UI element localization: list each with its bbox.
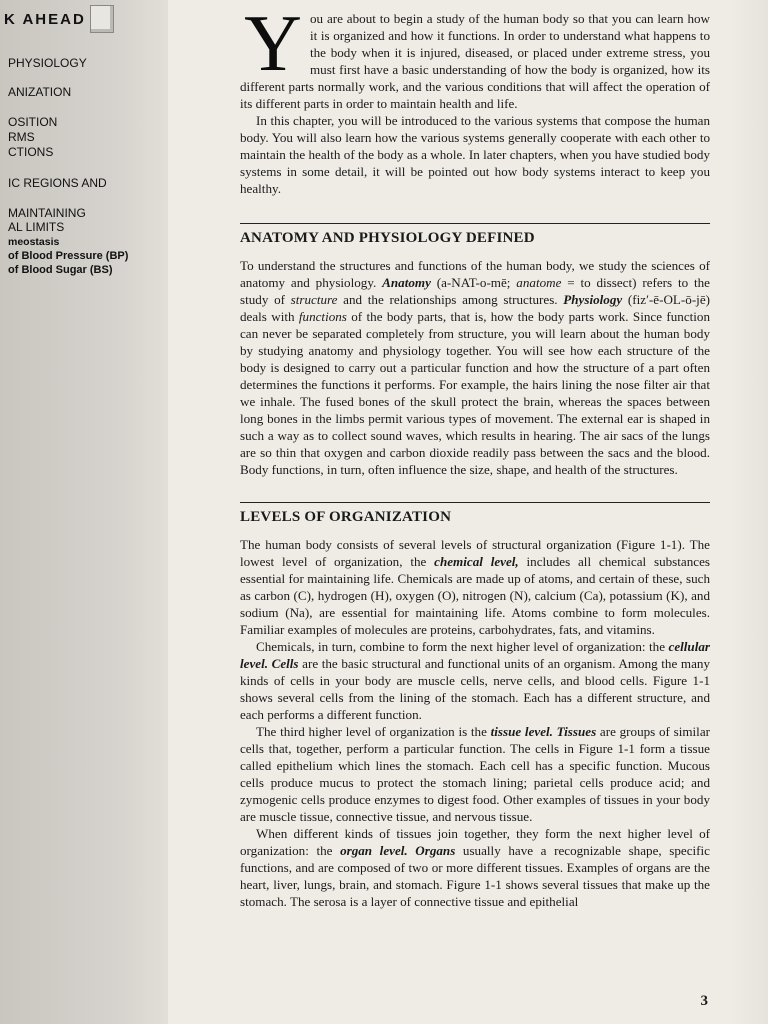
- look-ahead-item: MAINTAINING: [8, 206, 86, 220]
- section-divider: [240, 223, 710, 224]
- section-paragraph: When different kinds of tissues join together, they form the next higher level of organization: the organ level. Organs usually have a recognizable shape, specific functions, and are composed of two or more different tissues. Examples of organs are the heart, liver, lungs, brain, and stomach. Figure 1-1 shows several tissues that make up the stomach. The serosa is a layer of connective tissue and epithelial: [240, 826, 710, 909]
- section-paragraph: To understand the structures and functions of the human body, we study the sciences of anatomy and physiology. Anatomy (a-NAT-o-mē; anatome = to dissect) refers to the study of structure and the relationships among structures. Physiology (fiz′-ē-OL-ō-jē) deals with functions of the body parts, that is, how the body parts work. Since function can never be separated completely from structure, you will learn about the human body by studying anatomy and physiology together. You will see how each structure of the body is designed to carry out a particular function and how the structure of a part often determines the functions it performs. For example, the hairs lining the nose filter air that we inhale. The fused bones of the skull protect the brain, whereas the spaces between long bones in the limbs permit various types of movement. The external ear is shaped in such a way as to collect sound waves, which results in hearing. The air sacs of the lungs are so thin that oxygen and carbon dioxide readily pass between the sacs and the blood. Body functions, in turn, often influence the size, shape, and health of the structures.: [240, 258, 711, 477]
- page-body: [240, 0, 711, 910]
- look-ahead-item: PHYSIOLOGY: [8, 56, 87, 70]
- page-edge-shadow: [728, 0, 768, 1024]
- intro-paragraph: ou are about to begin a study of the human body so that you can learn how it is organized and how it functions. In order to understand what happens to the body when it is injured, diseased, or placed under extreme stress, you must first have a basic understanding of how the body is organized, how its different parts normally work, and the various conditions that will affect the operation of its different parts in order to maintain health and life.: [240, 11, 710, 111]
- drop-cap: Y: [244, 0, 302, 88]
- look-ahead-title: K AHEAD: [4, 10, 86, 28]
- look-ahead-item: IC REGIONS AND: [8, 176, 107, 190]
- section-divider: [240, 502, 710, 503]
- section-paragraph: The third higher level of organization is the tissue level. Tissues are groups of similar cells that, together, perform a particular function. The cells in Figure 1-1 form a tissue called epithelium which lines the stomach. Each cell has a specific function. Mucous cells produce mucus to protect the stomach lining; parietal cells produce acid; and zymogenic cells produce enzymes to digest food. Other examples of tissues in your body are muscle tissue, connective tissue, and nervous tissue.: [240, 724, 710, 824]
- section-heading: LEVELS OF ORGANIZATION: [240, 509, 452, 525]
- look-ahead-item: OSITION: [8, 115, 58, 129]
- look-ahead-sidebar: [0, 0, 168, 1024]
- intro-paragraph: In this chapter, you will be introduced to the various systems that compose the human body. You will also learn how the various systems generally cooperate with each other to maintain the health of the body as a whole. In later chapters, when you have studied body systems in some detail, it will be pointed out how body systems interact to keep you healthy.: [240, 113, 710, 196]
- look-ahead-header: [0, 4, 128, 34]
- look-ahead-item: AL LIMITS: [8, 220, 65, 234]
- look-ahead-item: RMS: [8, 130, 35, 144]
- section-paragraph: The human body consists of several levels of structural organization (Figure 1-1). The lowest level of organization, the chemical level, includes all chemical substances essential for maintaining life. Chemicals are made up of atoms, and certain of these, such as carbon (C), hydrogen (H), oxygen (O), nitrogen (N), calcium (Ca), potassium (K), and sodium (Na), are essential for maintaining life. Atoms combine to form molecules. Familiar examples of molecules are proteins, carbohydrates, fats, and vitamins.: [240, 537, 710, 637]
- look-ahead-item: ANIZATION: [8, 85, 72, 99]
- look-ahead-item: of Blood Pressure (BP): [8, 250, 129, 262]
- page-number: 3: [700, 993, 708, 1009]
- look-ahead-tab-icon: [90, 5, 114, 33]
- look-ahead-item: meostasis: [8, 236, 60, 248]
- section-paragraph: Chemicals, in turn, combine to form the next higher level of organization: the cellular level. Cells are the basic structural and functional units of an organism. Among the many kinds of cells in your body are muscle cells, nerve cells, and blood cells. Figure 1-1 shows several cells from the lining of the stomach. Each has a different structure, and each performs a different function.: [240, 639, 710, 722]
- look-ahead-item: of Blood Sugar (BS): [8, 264, 113, 276]
- look-ahead-item: CTIONS: [8, 145, 54, 159]
- section-heading: ANATOMY AND PHYSIOLOGY DEFINED: [240, 230, 535, 246]
- chapter-intro: [240, 0, 710, 197]
